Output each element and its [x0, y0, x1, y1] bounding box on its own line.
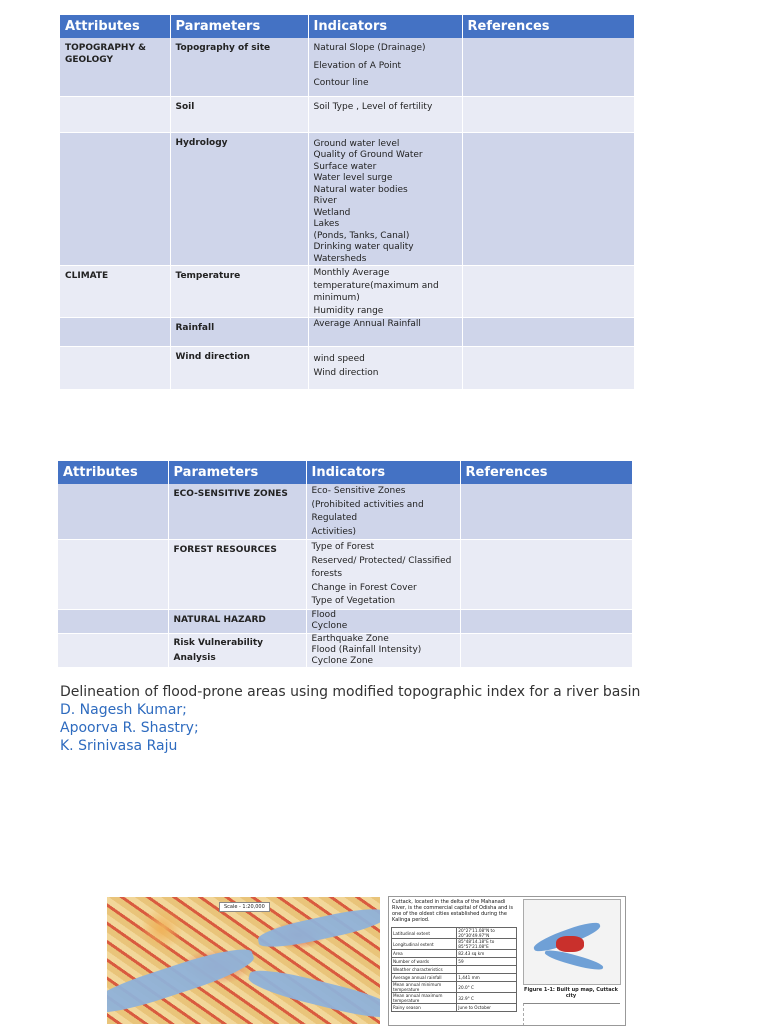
header-attributes: Attributes — [60, 15, 170, 38]
indicator-item: Wind direction — [313, 368, 379, 378]
table-header-row — [58, 461, 632, 484]
fact-label: Area — [392, 950, 457, 958]
parameter-cell: NATURAL HAZARD — [168, 609, 306, 633]
table-row — [58, 484, 632, 540]
parameter-cell: Soil — [170, 96, 308, 132]
indicator-item: Earthquake Zone — [311, 633, 389, 644]
indicator-item: Watersheds — [313, 253, 367, 264]
table-header-row — [60, 15, 634, 38]
built-up-area-shape — [556, 936, 584, 952]
indicator-cell — [308, 96, 462, 132]
indicator-item: Lakes — [313, 219, 340, 229]
parameter-cell: Temperature — [170, 266, 308, 318]
parameter-cell: FOREST RESOURCES — [168, 540, 306, 610]
indicator-item: Soil Type , Level of fertility — [313, 101, 433, 112]
indicator-item: Reserved/ Protected/ Classified forests — [311, 555, 452, 579]
reference-cell — [460, 540, 632, 610]
parameter-cell: Rainfall — [170, 318, 308, 347]
indicator-item: (Ponds, Tanks, Canal) — [313, 230, 410, 241]
indicator-item: Type of Forest — [311, 542, 375, 552]
attribute-cell — [60, 132, 170, 266]
reference-cell — [460, 484, 632, 540]
table-row — [392, 974, 517, 982]
header-indicators: Indicators — [308, 15, 462, 38]
attribute-cell — [60, 96, 170, 132]
reference-cell — [460, 609, 632, 633]
fact-label: Longitudinal extent — [392, 939, 457, 950]
fact-value: 85°48'14.18"E to 85°57'21.08"E — [457, 939, 517, 950]
table-row — [60, 347, 634, 390]
author-link[interactable]: Apoorva R. Shastry; — [60, 720, 199, 736]
table-row — [392, 993, 517, 1004]
indicator-cell — [308, 266, 462, 318]
table-row — [60, 38, 634, 96]
table-row — [392, 982, 517, 993]
indicator-cell — [308, 38, 462, 96]
indicator-item: Flood (Rainfall Intensity) — [311, 644, 422, 655]
fact-label: Mean annual maximum temperature — [392, 993, 457, 1004]
table-row — [60, 132, 634, 266]
parameter-cell: Hydrology — [170, 132, 308, 266]
indicator-item: temperature(maximum and minimum) — [313, 280, 439, 303]
header-parameters: Parameters — [168, 461, 306, 484]
reference-cell — [462, 38, 634, 96]
header-references: References — [462, 15, 634, 38]
indicator-item: Flood — [311, 609, 336, 620]
parameter-cell: ECO-SENSITIVE ZONES — [168, 484, 306, 540]
attribute-cell — [58, 609, 168, 633]
table-row — [58, 540, 632, 610]
header-attributes: Attributes — [58, 461, 168, 484]
table-row — [392, 958, 517, 966]
paper-title: Delineation of flood-prone areas using modified topographic index for a river basin — [60, 684, 641, 700]
fact-label: Latitudinal extent — [392, 928, 457, 939]
table-row — [392, 966, 517, 974]
table-row — [60, 266, 634, 318]
author-link[interactable]: K. Srinivasa Raju — [60, 738, 178, 754]
attribute-cell — [60, 347, 170, 390]
indicator-item: Quality of Ground Water — [313, 150, 423, 160]
city-fact-sheet-image — [388, 896, 626, 1026]
fact-value: 59 — [457, 958, 517, 966]
table-row — [392, 950, 517, 958]
indicator-item: Cyclone — [311, 621, 348, 631]
fact-label: Number of wards — [392, 958, 457, 966]
parameter-cell: Topography of site — [170, 38, 308, 96]
header-references: References — [460, 461, 632, 484]
indicator-cell — [308, 347, 462, 390]
indicator-item: Drinking water quality — [313, 242, 414, 252]
indicator-item: Water level surge — [313, 173, 393, 183]
header-parameters: Parameters — [170, 15, 308, 38]
reference-cell — [462, 96, 634, 132]
attribute-cell — [58, 540, 168, 610]
attribute-cell: TOPOGRAPHY & GEOLOGY — [60, 38, 170, 96]
fact-label: Weather characteristics — [392, 966, 457, 974]
indicator-cell — [306, 609, 460, 633]
parameter-cell: Risk Vulnerability Analysis — [168, 633, 306, 667]
fact-value — [457, 966, 517, 974]
fact-value: 20.0° C — [457, 982, 517, 993]
indicator-item: Contour line — [313, 78, 369, 88]
fact-value: June to October — [457, 1004, 517, 1012]
indicator-item: Change in Forest Cover — [311, 582, 417, 593]
fact-sheet-intro: Cuttack, located in the delta of the Mahanadi River, is the commercial capital of Odisha and is one of the oldest cities established during the Kalinga period. — [392, 899, 513, 923]
indicator-item: wind speed — [313, 354, 365, 364]
indicator-item: Humidity range — [313, 305, 384, 316]
indicator-cell — [306, 540, 460, 610]
parameter-cell: Wind direction — [170, 347, 308, 390]
table-row — [60, 96, 634, 132]
indicator-cell — [306, 484, 460, 540]
river-shape — [246, 964, 380, 1024]
fact-value: 1,441 mm — [457, 974, 517, 982]
indicator-item: Natural water bodies — [313, 184, 408, 195]
attribute-cell — [58, 484, 168, 540]
indicator-cell — [306, 633, 460, 667]
indicator-item: Surface water — [313, 161, 377, 172]
attribute-cell: CLIMATE — [60, 266, 170, 318]
reference-cell — [462, 266, 634, 318]
fact-value: 20°27'11.08"N to 20°30'49.97"N — [457, 928, 517, 939]
reference-cell — [462, 132, 634, 266]
fact-value: 82.43 sq km — [457, 950, 517, 958]
indicator-item: River — [313, 196, 337, 206]
figure-caption: Figure 1-1: Built up map, Cuttack city — [524, 987, 618, 999]
indicator-item: Elevation of A Point — [313, 60, 402, 71]
header-indicators: Indicators — [306, 461, 460, 484]
land-use-map-image — [107, 897, 380, 1024]
indicator-item: Cyclone Zone — [311, 655, 374, 666]
indicator-item: Average Annual Rainfall — [313, 319, 421, 329]
table-row — [58, 609, 632, 633]
reference-cell — [462, 318, 634, 347]
table-row — [392, 1004, 517, 1012]
indicator-item: (Prohibited activities and Regulated — [311, 499, 424, 523]
reference-cell — [460, 633, 632, 667]
indicator-item: Activities) — [311, 526, 357, 537]
indicator-item: Wetland — [313, 207, 351, 218]
mini-chart — [523, 1003, 620, 1026]
indicator-cell — [308, 132, 462, 266]
attribute-cell — [58, 633, 168, 667]
river-shape — [256, 904, 380, 953]
indicator-item: Eco- Sensitive Zones — [311, 486, 406, 496]
river-shape — [107, 941, 257, 1020]
table-row — [392, 939, 517, 950]
indicator-item: Ground water level — [313, 138, 400, 149]
indicator-cell — [308, 318, 462, 347]
fact-label: Rainy season — [392, 1004, 457, 1012]
table-row — [60, 318, 634, 347]
author-link[interactable]: D. Nagesh Kumar; — [60, 702, 187, 718]
attributes-table-1 — [60, 15, 634, 390]
attribute-cell — [60, 318, 170, 347]
fact-sheet-table — [391, 927, 517, 1012]
reference-cell — [462, 347, 634, 390]
indicator-item: Natural Slope (Drainage) — [313, 43, 426, 53]
citation-block — [60, 683, 640, 755]
fact-label: Average annual rainfall — [392, 974, 457, 982]
built-up-minimap — [523, 899, 621, 985]
indicator-item: Type of Vegetation — [311, 596, 396, 606]
attributes-table-2 — [58, 461, 632, 668]
fact-value: 32.9° C — [457, 993, 517, 1004]
fact-label: Mean annual minimum temperature — [392, 982, 457, 993]
indicator-item: Monthly Average — [313, 268, 390, 278]
table-row — [392, 928, 517, 939]
map-scale-label: Scale - 1:20,000 — [219, 902, 270, 912]
table-row — [58, 633, 632, 667]
